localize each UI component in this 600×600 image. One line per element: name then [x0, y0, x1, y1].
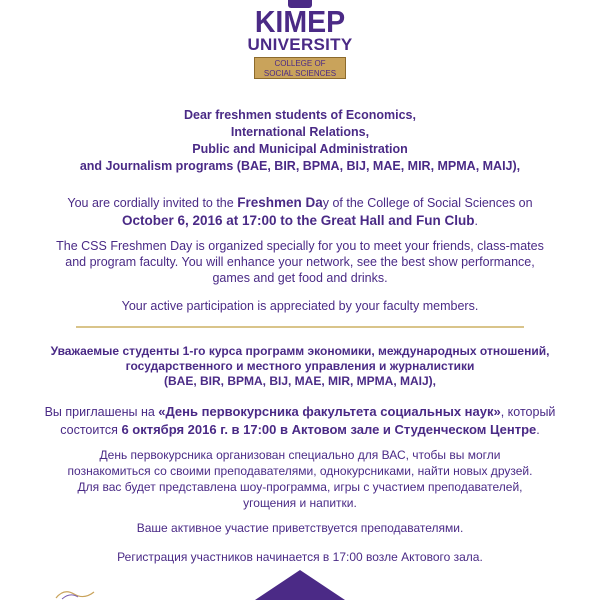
english-greeting: [0, 107, 600, 175]
english-invite-pre: You are cordially invited to the: [67, 196, 238, 210]
russian-invite-end: .: [536, 423, 540, 437]
russian-description-line: познакомиться со своими преподавателями, однокурсниками, найти новых друзей.: [67, 464, 533, 478]
english-participation: Your active participation is appreciated by your faculty members.: [121, 299, 479, 313]
russian-greeting: [0, 344, 600, 389]
english-invitation-line2: [0, 212, 600, 230]
kimep-logo: [238, 0, 362, 80]
decorative-triangle-icon: [255, 570, 345, 600]
english-greeting-line: International Relations,: [230, 125, 370, 139]
russian-greeting-line: (BAE, BIR, BPMA, BIJ, MAE, MIR, MPMA, MAIJ),: [163, 374, 436, 388]
english-invite-end: .: [474, 214, 479, 228]
russian-invitation: [0, 403, 600, 439]
russian-description-line: День первокурсника организован специально для ВАС, чтобы вы могли: [99, 448, 501, 462]
english-description: [0, 238, 600, 286]
russian-description-line: угощения и напитки.: [243, 496, 357, 510]
section-divider: [76, 326, 524, 328]
logo-kimep-text: KIMEP: [254, 4, 346, 39]
english-greeting-line: Dear freshmen students of Economics,: [183, 108, 416, 122]
russian-invitation-line2: [0, 421, 600, 439]
english-description-line: games and get food and drinks.: [212, 271, 388, 285]
english-greeting-line: Public and Municipal Administration: [192, 142, 408, 156]
logo-college-badge: [254, 57, 346, 79]
english-description-line: The CSS Freshmen Day is organized specially for you to meet your friends, class-mates: [56, 239, 544, 253]
russian-participation: Ваше активное участие приветствуется преподавателями.: [136, 521, 464, 535]
english-invite-event-tail: y: [322, 196, 329, 210]
english-invite-date: October 6, 2016 at 17:00 to the Great Hall and Fun Club: [121, 213, 475, 228]
logo-college-line2: SOCIAL SCIENCES: [263, 69, 337, 78]
english-invite-event: Freshmen Da: [237, 195, 323, 210]
english-description-line: and program faculty. You will enhance your network, see the best show performance,: [65, 255, 535, 269]
russian-invite-event: «День первокурсника факультета социальных наук»: [158, 404, 501, 419]
english-invite-post: of the College of Social Sciences on: [328, 196, 533, 210]
russian-greeting-line: государственного и местного управления и журналистики: [125, 359, 475, 373]
russian-invitation-line1: [0, 403, 600, 421]
russian-invite-line2-pre: состоится: [60, 423, 122, 437]
english-greeting-line: and Journalism programs (BAE, BIR, BPMA, BIJ, MAE, MIR, MPMA, MAIJ),: [79, 159, 521, 173]
russian-description: [0, 447, 600, 511]
logo-college-line1: COLLEGE OF: [274, 59, 326, 68]
english-invitation: [0, 194, 600, 230]
russian-description-line: Для вас будет представлена шоу-программа, игры с участием преподавателей,: [77, 480, 523, 494]
russian-greeting-line: Уважаемые студенты 1-го курса программ экономики, международных отношений,: [50, 344, 550, 358]
russian-invite-pre: Вы приглашены на: [44, 405, 159, 419]
russian-invite-date: 6 октября 2016 г. в 17:00 в Актовом зале и Студенческом Центре: [121, 422, 537, 437]
logo-university-text: UNIVERSITY: [247, 35, 353, 54]
russian-registration: Регистрация участников начинается в 17:00 возле Актового зала.: [117, 550, 483, 564]
ornament-swirl-icon: [54, 586, 114, 600]
english-invitation-line1: [0, 194, 600, 212]
russian-invite-post: , который: [500, 405, 556, 419]
